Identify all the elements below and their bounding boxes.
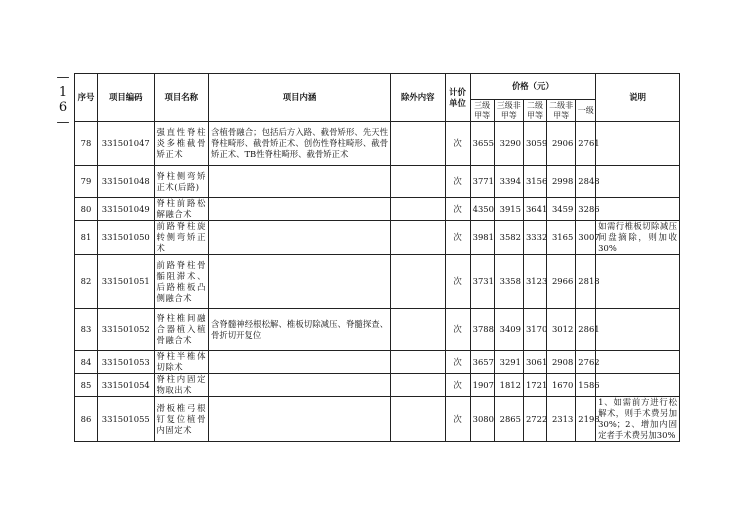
cell-price-grade2-non-a: 2966	[546, 255, 575, 309]
cell-code: 331501052	[98, 309, 155, 351]
cell-price-grade1: 2761	[576, 122, 596, 166]
cell-code: 331501053	[98, 351, 155, 374]
cell-notes	[596, 255, 680, 309]
cell-price-grade2-a: 1721	[523, 374, 546, 397]
cell-price-grade1: 3286	[576, 198, 596, 221]
header-name: 项目名称	[154, 74, 208, 122]
table-row	[75, 309, 680, 351]
cell-unit: 次	[445, 255, 470, 309]
cell-seq: 82	[75, 255, 98, 309]
cell-code: 331501055	[98, 397, 155, 442]
cell-code: 331501047	[98, 122, 155, 166]
cell-exclusions	[391, 122, 445, 166]
cell-price-grade2-a: 3641	[523, 198, 546, 221]
page-number	[52, 70, 74, 130]
cell-name: 脊柱椎间融合器植入植骨融合术	[154, 309, 208, 351]
cell-seq: 81	[75, 221, 98, 255]
cell-unit: 次	[445, 122, 470, 166]
cell-notes: 如需行椎板切除减压间盘摘除，则加收30%	[596, 221, 680, 255]
cell-seq: 78	[75, 122, 98, 166]
cell-unit: 次	[445, 166, 470, 198]
cell-seq: 80	[75, 198, 98, 221]
cell-content: 含植骨融合；包括后方入路、截骨矫形、先天性脊柱畸形、截骨矫正术、创伤性脊柱畸形、截骨矫正术、TB性脊柱畸形、截骨矫正术	[208, 122, 390, 166]
cell-name: 脊柱内固定物取出术	[154, 374, 208, 397]
cell-name: 脊柱前路松解融合术	[154, 198, 208, 221]
cell-price-grade3-a: 3657	[470, 351, 494, 374]
cell-seq: 86	[75, 397, 98, 442]
cell-code: 331501051	[98, 255, 155, 309]
cell-code: 331501048	[98, 166, 155, 198]
cell-price-grade3-non-a: 1812	[494, 374, 523, 397]
cell-price-grade2-non-a: 2906	[546, 122, 575, 166]
cell-price-grade2-non-a: 2313	[546, 397, 575, 442]
cell-content	[208, 255, 390, 309]
cell-exclusions	[391, 397, 445, 442]
header-notes: 说明	[596, 74, 680, 122]
table-row	[75, 221, 680, 255]
cell-code: 331501049	[98, 198, 155, 221]
cell-unit: 次	[445, 309, 470, 351]
cell-content	[208, 374, 390, 397]
cell-price-grade2-non-a: 2908	[546, 351, 575, 374]
cell-seq: 79	[75, 166, 98, 198]
cell-price-grade3-a: 1907	[470, 374, 494, 397]
cell-price-grade3-non-a: 3290	[494, 122, 523, 166]
cell-unit: 次	[445, 374, 470, 397]
cell-price-grade2-non-a: 3459	[546, 198, 575, 221]
cell-price-grade2-non-a: 2998	[546, 166, 575, 198]
cell-price-grade1: 3007	[576, 221, 596, 255]
cell-price-grade2-a: 3156	[523, 166, 546, 198]
cell-seq: 83	[75, 309, 98, 351]
cell-name: 前路脊柱骨骺阻滞术、后路椎板凸侧融合术	[154, 255, 208, 309]
cell-notes	[596, 166, 680, 198]
cell-name: 脊柱侧弯矫正术(后路)	[154, 166, 208, 198]
cell-unit: 次	[445, 198, 470, 221]
table-row	[75, 198, 680, 221]
table-row	[75, 397, 680, 442]
cell-exclusions	[391, 309, 445, 351]
cell-price-grade2-a: 3061	[523, 351, 546, 374]
cell-content	[208, 166, 390, 198]
cell-name: 强直性脊柱炎多椎截骨矫正术	[154, 122, 208, 166]
cell-price-grade2-non-a: 1670	[546, 374, 575, 397]
cell-exclusions	[391, 374, 445, 397]
cell-notes	[596, 122, 680, 166]
cell-notes	[596, 374, 680, 397]
cell-price-grade2-a: 3123	[523, 255, 546, 309]
cell-seq: 84	[75, 351, 98, 374]
cell-code: 331501054	[98, 374, 155, 397]
cell-price-grade3-non-a: 2865	[494, 397, 523, 442]
cell-unit: 次	[445, 351, 470, 374]
cell-content	[208, 198, 390, 221]
cell-price-grade3-non-a: 3291	[494, 351, 523, 374]
cell-name: 脊柱半椎体切除术	[154, 351, 208, 374]
fee-table	[74, 73, 680, 442]
table-row	[75, 122, 680, 166]
cell-price-grade3-a: 3080	[470, 397, 494, 442]
cell-content: 含脊髓神经根松解、椎板切除减压、脊髓探查、骨折切开复位	[208, 309, 390, 351]
cell-price-grade3-non-a: 3358	[494, 255, 523, 309]
table-row	[75, 166, 680, 198]
cell-name: 前路脊柱旋转侧弯矫正术	[154, 221, 208, 255]
cell-notes	[596, 309, 680, 351]
cell-price-grade1: 2861	[576, 309, 596, 351]
cell-price-grade3-a: 3788	[470, 309, 494, 351]
cell-price-grade2-a: 2722	[523, 397, 546, 442]
header-unit: 计价单位	[445, 74, 470, 122]
cell-price-grade3-a: 3981	[470, 221, 494, 255]
page-number-char: —	[56, 70, 70, 85]
cell-code: 331501050	[98, 221, 155, 255]
cell-price-grade3-a: 3771	[470, 166, 494, 198]
header-grade1: 一级	[576, 100, 596, 122]
table-row	[75, 374, 680, 397]
table-row	[75, 351, 680, 374]
header-grade2-a: 二级甲等	[523, 100, 546, 122]
cell-price-grade2-a: 3170	[523, 309, 546, 351]
cell-price-grade1: 2848	[576, 166, 596, 198]
table-row	[75, 255, 680, 309]
cell-unit: 次	[445, 221, 470, 255]
cell-notes: 1、如需前方进行松解术，则手术费另加30%；2、增加内固定者手术费另加30%	[596, 397, 680, 442]
cell-exclusions	[391, 198, 445, 221]
cell-seq: 85	[75, 374, 98, 397]
header-code: 项目编码	[98, 74, 155, 122]
cell-price-grade1: 1586	[576, 374, 596, 397]
cell-notes	[596, 351, 680, 374]
header-price: 价格（元）	[470, 74, 596, 100]
header-exclusions: 除外内容	[391, 74, 445, 122]
cell-exclusions	[391, 351, 445, 374]
cell-price-grade3-non-a: 3582	[494, 221, 523, 255]
cell-content	[208, 397, 390, 442]
cell-price-grade3-a: 4350	[470, 198, 494, 221]
cell-price-grade1: 2762	[576, 351, 596, 374]
cell-price-grade3-a: 3655	[470, 122, 494, 166]
cell-price-grade3-non-a: 3915	[494, 198, 523, 221]
cell-price-grade3-non-a: 3394	[494, 166, 523, 198]
cell-exclusions	[391, 166, 445, 198]
cell-notes	[596, 198, 680, 221]
header-grade2-non-a: 二级非甲等	[546, 100, 575, 122]
cell-price-grade2-non-a: 3012	[546, 309, 575, 351]
cell-price-grade2-a: 3059	[523, 122, 546, 166]
cell-exclusions	[391, 255, 445, 309]
cell-content	[208, 221, 390, 255]
cell-content	[208, 351, 390, 374]
header-grade3-a: 三级甲等	[470, 100, 494, 122]
cell-price-grade3-non-a: 3409	[494, 309, 523, 351]
cell-price-grade2-non-a: 3165	[546, 221, 575, 255]
cell-price-grade1: 2198	[576, 397, 596, 442]
page-number-char: 1	[58, 85, 68, 100]
header-content: 项目内涵	[208, 74, 390, 122]
page-number-char: 6	[58, 100, 68, 115]
cell-unit: 次	[445, 397, 470, 442]
cell-price-grade2-a: 3332	[523, 221, 546, 255]
cell-exclusions	[391, 221, 445, 255]
header-grade3-non-a: 三级非甲等	[494, 100, 523, 122]
cell-price-grade1: 2818	[576, 255, 596, 309]
cell-name: 滑板椎弓根钉复位植骨内固定术	[154, 397, 208, 442]
page-number-char: —	[56, 115, 70, 130]
header-seq: 序号	[75, 74, 98, 122]
cell-price-grade3-a: 3731	[470, 255, 494, 309]
